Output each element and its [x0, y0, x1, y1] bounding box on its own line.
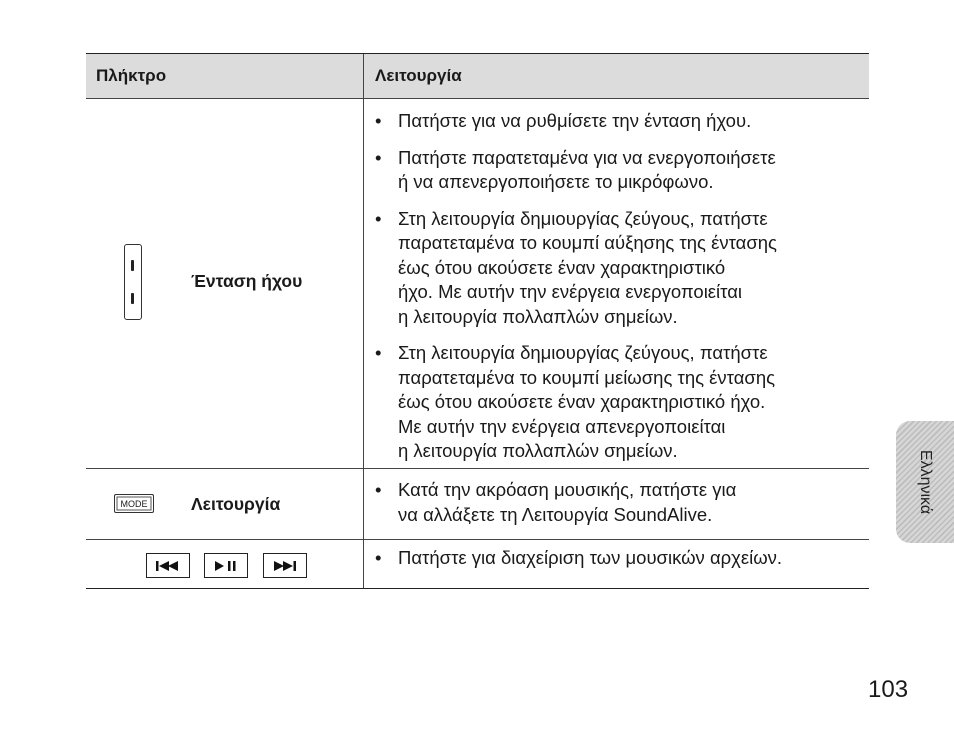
language-side-tab — [896, 421, 954, 543]
page-number: 103 — [868, 676, 909, 703]
function-bullet: • Στη λειτουργία δημιουργίας ζεύγους, πατήστε παρατεταμένα το κουμπί μείωσης της έντασης έως ότου ακούσετε έναν χαρακτηριστικό ήχο. Με αυτήν την ενέργεια απενεργοποιείται η λειτουργία πολλαπλών σημείων. — [364, 341, 869, 464]
header-key: Πλήκτρο — [86, 54, 364, 98]
function-bullet: • Κατά την ακρόαση μουσικής, πατήστε για να αλλάξετε τη Λειτουργία SoundAlive. — [364, 478, 869, 527]
mode-button-icon: MODE — [114, 494, 154, 513]
table-row-media — [86, 539, 869, 588]
key-cell-mode — [86, 469, 364, 539]
key-cell-volume — [86, 99, 364, 468]
function-cell-volume — [364, 99, 869, 468]
table-row-volume — [86, 98, 869, 468]
function-bullet: • Στη λειτουργία δημιουργίας ζεύγους, πατήστε παρατεταμένα το κουμπί αύξησης της έντασης έως ότου ακούσετε έναν χαρακτηριστικό ήχο. Με αυτήν την ενέργεια ενεργοποιείται η λειτουργία πολλαπλών σημείων. — [364, 207, 869, 330]
function-cell-media — [364, 540, 869, 588]
function-bullet: • Πατήστε για να ρυθμίσετε την ένταση ήχου. — [364, 109, 869, 134]
function-cell-mode — [364, 469, 869, 539]
table-row-mode — [86, 468, 869, 539]
button-function-table — [86, 53, 869, 589]
key-label-volume: Ένταση ήχου — [191, 271, 303, 291]
header-function: Λειτουργία — [375, 66, 462, 85]
previous-track-icon — [146, 553, 190, 578]
key-label-mode: Λειτουργία — [191, 494, 281, 514]
play-pause-icon — [204, 553, 248, 578]
function-bullet: • Πατήστε παρατεταμένα για να ενεργοποιήσετε ή να απενεργοποιήσετε το μικρόφωνο. — [364, 146, 869, 195]
volume-rocker-icon — [124, 244, 142, 320]
function-bullet: • Πατήστε για διαχείριση των μουσικών αρχείων. — [364, 546, 869, 571]
key-cell-media — [86, 540, 364, 588]
language-tab-label: Ελληνικά — [917, 449, 934, 515]
table-header-row — [86, 54, 869, 98]
next-track-icon — [263, 553, 307, 578]
